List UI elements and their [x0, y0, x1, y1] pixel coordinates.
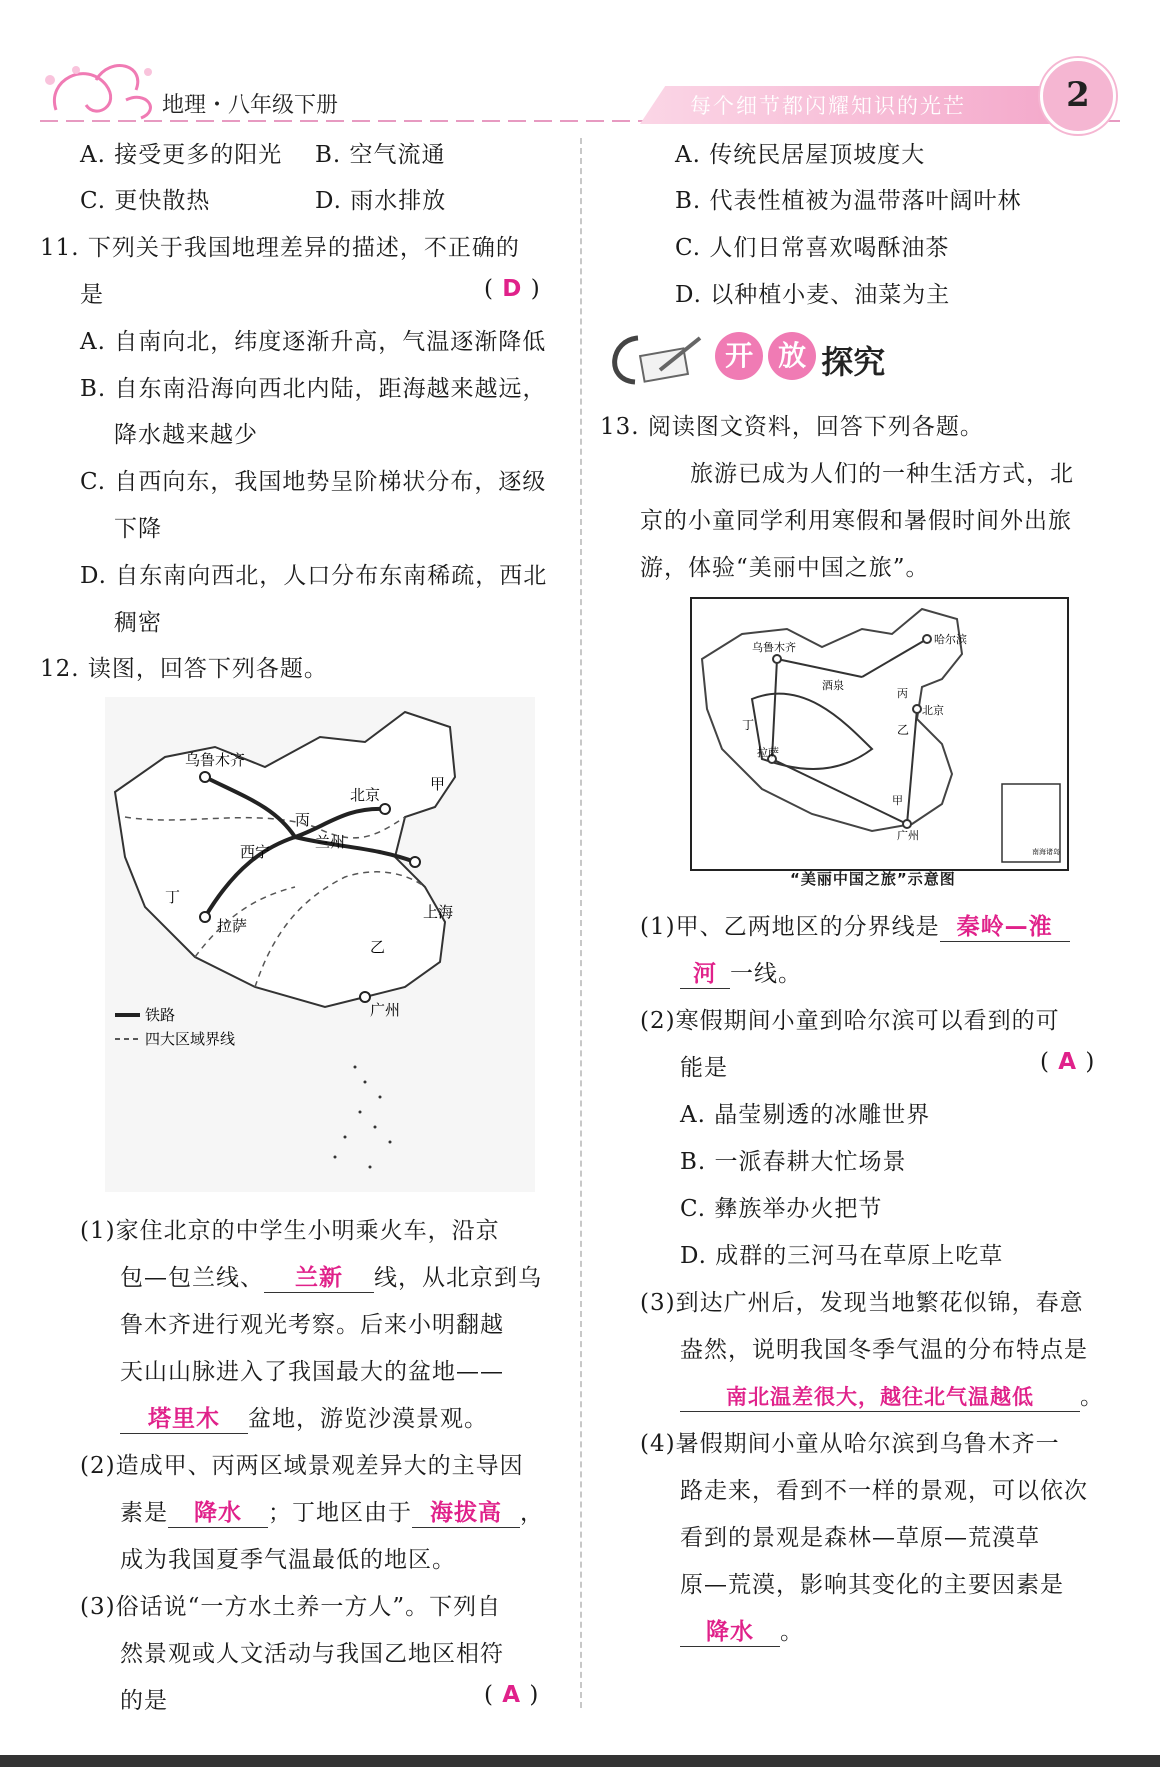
q12-p1-line2	[120, 1259, 542, 1293]
q13-p3-answer: 南北温差很大，越往北气温越低	[680, 1381, 1080, 1412]
q10-option-a: A. 接受更多的阳光	[80, 142, 283, 168]
q12-p2-answer1: 降水	[168, 1494, 268, 1528]
map2-inset-label: 南海诸岛	[1032, 848, 1060, 856]
q12-p3-answer-bracket: ( A )	[484, 1682, 540, 1708]
q12-stem: 12. 读图，回答下列各题。	[40, 656, 328, 682]
map-label-urumqi: 乌鲁木齐	[185, 751, 246, 769]
q13-p1-answer-a: 秦岭—淮	[940, 908, 1070, 942]
column-divider	[580, 138, 582, 1708]
book-title: 地理・八年级下册	[162, 93, 339, 118]
legend-boundary: 四大区域界线	[145, 1030, 236, 1048]
q13-p1-text: (1)甲、乙两地区的分界线是	[640, 914, 940, 940]
q12-p2-line1: (2)造成甲、丙两区域景观差异大的主导因	[80, 1453, 524, 1479]
q12-p3-line2: 然景观或人文活动与我国乙地区相符	[120, 1641, 504, 1667]
q12-p2-answer2: 海拔高	[412, 1494, 520, 1528]
q13-p3-line3	[680, 1378, 1104, 1412]
q12-p1-text: 线，从北京到乌	[374, 1265, 542, 1291]
q11-stem: 11. 下列关于我国地理差异的描述，不正确的	[40, 235, 520, 261]
map2-label-yi: 乙	[897, 723, 910, 737]
q11-option-b-cont: 降水越来越少	[114, 422, 258, 448]
q12-p3-line3: 的是	[120, 1688, 168, 1714]
q11-option-a: A. 自南向北，纬度逐渐升高，气温逐渐降低	[80, 329, 547, 355]
map-label-bing: 丙	[295, 811, 311, 829]
beautiful-china-map	[690, 597, 1069, 871]
q12-option-a: A. 传统民居屋顶坡度大	[675, 142, 926, 168]
map-label-beijing: 北京	[350, 786, 381, 804]
q12-p1-text: 盆地，游览沙漠景观。	[248, 1406, 488, 1432]
map-label-guangzhou: 广州	[370, 1001, 401, 1019]
page-number: 2	[1040, 58, 1116, 134]
q13-p3-line2: 盎然，说明我国冬季气温的分布特点是	[680, 1337, 1088, 1363]
q12-p1-line1: (1)家住北京的中学生小明乘火车，沿京	[80, 1218, 500, 1244]
map-label-lanzhou: 兰州	[315, 833, 346, 851]
map-label-jia: 甲	[430, 775, 446, 793]
q12-p1-answer1: 兰新	[264, 1259, 374, 1293]
floral-ornament-icon	[36, 50, 166, 125]
map2-label-ding: 丁	[742, 718, 755, 732]
q13-p4-text: 。	[780, 1619, 804, 1645]
map-label-ding: 丁	[165, 888, 181, 906]
page-bottom-bar	[0, 1755, 1160, 1767]
china-railway-map-svg	[105, 697, 535, 1192]
map2-label-beijing: 北京	[922, 704, 944, 717]
q12-p2-line3: 成为我国夏季气温最低的地区。	[120, 1547, 456, 1573]
q13-para-line1: 旅游已成为人们的一种生活方式，北	[690, 461, 1074, 487]
map-label-yi: 乙	[370, 938, 386, 956]
map2-label-urumqi: 乌鲁木齐	[752, 641, 796, 654]
q13-p4-line2: 路走来，看到不一样的景观，可以依次	[680, 1478, 1088, 1504]
q11-option-d-cont: 稠密	[114, 610, 162, 636]
q11-stem-cont: 是	[80, 282, 104, 308]
q12-p1-text: 包—包兰线、	[120, 1265, 264, 1291]
q12-p3-line1: (3)俗话说“一方水土养一方人”。下列自	[80, 1594, 502, 1620]
q13-para-line3: 游，体验“美丽中国之旅”。	[640, 555, 930, 581]
q11-option-d: D. 自东南向西北，人口分布东南稀疏，西北	[80, 563, 548, 589]
legend-railway: 铁路	[145, 1006, 176, 1024]
q12-p2-text: ；丁地区由于	[268, 1500, 412, 1526]
q12-option-b: B. 代表性植被为温带落叶阔叶林	[675, 188, 1022, 214]
south-china-sea-islands	[334, 1066, 392, 1169]
q12-p2-text: 素是	[120, 1500, 168, 1526]
q13-p1-line2	[680, 955, 802, 989]
map2-label-jiuquan: 酒泉	[822, 679, 844, 692]
china-railway-map	[105, 697, 535, 1192]
q12-p1-line3: 鲁木齐进行观光考察。后来小明翻越	[120, 1312, 504, 1338]
q11-option-c-cont: 下降	[114, 516, 162, 542]
q12-p2-text: ，	[520, 1500, 544, 1526]
q13-p4-line5	[680, 1613, 804, 1647]
map-label-xining: 西宁	[240, 843, 271, 861]
q12-p2-line2	[120, 1494, 544, 1528]
beautiful-china-map-svg	[692, 599, 1067, 869]
q13-stem: 13. 阅读图文资料，回答下列各题。	[600, 414, 984, 440]
q13-p4-line3: 看到的景观是森林—草原—荒漠草	[680, 1525, 1040, 1551]
q11-option-c: C. 自西向东，我国地势呈阶梯状分布，逐级	[80, 469, 547, 495]
q11-answer-bracket: ( D )	[484, 276, 541, 302]
map2-label-guangzhou: 广州	[897, 829, 919, 842]
q13-map-caption: “美丽中国之旅”示意图	[790, 870, 956, 888]
banner-tail: 探究	[821, 343, 886, 381]
map-label-shanghai: 上海	[423, 903, 454, 921]
q10-option-c: C. 更快散热	[80, 188, 211, 214]
q11-answer: D	[502, 276, 523, 302]
q13-p2-option-a: A. 晶莹剔透的冰雕世界	[680, 1102, 931, 1128]
q13-p3-text: 。	[1080, 1384, 1104, 1410]
q12-p3-answer: A	[502, 1682, 522, 1708]
q13-p2-answer: A	[1058, 1049, 1078, 1075]
q13-p2-option-b: B. 一派春耕大忙场景	[680, 1149, 907, 1175]
q12-p1-answer2: 塔里木	[120, 1400, 248, 1434]
q13-p2-option-d: D. 成群的三河马在草原上吃草	[680, 1243, 1004, 1269]
q11-option-b: B. 自东南沿海向西北内陆，距海越来越远，	[80, 376, 547, 402]
q13-p2-answer-bracket: ( A )	[1040, 1049, 1096, 1075]
pen-notebook-icon	[600, 330, 710, 390]
map-label-lhasa: 拉萨	[217, 917, 248, 935]
map2-label-bing: 丙	[897, 687, 908, 700]
q13-p2-option-c: C. 彝族举办火把节	[680, 1196, 883, 1222]
q13-p3-line1: (3)到达广州后，发现当地繁花似锦，春意	[640, 1290, 1084, 1316]
q13-p4-answer: 降水	[680, 1613, 780, 1647]
q13-p1-text: 一线。	[730, 961, 802, 987]
q10-option-d: D. 雨水排放	[315, 188, 447, 214]
q10-option-b: B. 空气流通	[315, 142, 446, 168]
q13-p2-line2: 能是	[680, 1055, 728, 1081]
banner-char-2: 放	[768, 332, 816, 380]
map2-label-jia: 甲	[892, 794, 903, 807]
banner-char-1: 开	[715, 332, 763, 380]
q12-p1-line4: 天山山脉进入了我国最大的盆地——	[120, 1359, 504, 1385]
q13-para-line2: 京的小童同学利用寒假和暑假时间外出旅	[640, 508, 1072, 534]
map2-label-lhasa: 拉萨	[757, 746, 779, 759]
section-banner-open-inquiry	[600, 330, 900, 386]
q12-p1-line5	[120, 1400, 488, 1434]
q12-option-c: C. 人们日常喜欢喝酥油茶	[675, 235, 950, 261]
map2-label-harbin: 哈尔滨	[934, 633, 967, 646]
q13-p2-line1: (2)寒假期间小童到哈尔滨可以看到的可	[640, 1008, 1060, 1034]
q13-p1-line1	[640, 908, 1070, 942]
q13-p1-answer-b: 河	[680, 955, 730, 989]
slogan-text: 每个细节都闪耀知识的光芒	[690, 94, 966, 118]
q12-option-d: D. 以种植小麦、油菜为主	[675, 282, 951, 308]
q13-p4-line1: (4)暑假期间小童从哈尔滨到乌鲁木齐一	[640, 1431, 1060, 1457]
q13-p4-line4: 原—荒漠，影响其变化的主要因素是	[680, 1572, 1064, 1598]
